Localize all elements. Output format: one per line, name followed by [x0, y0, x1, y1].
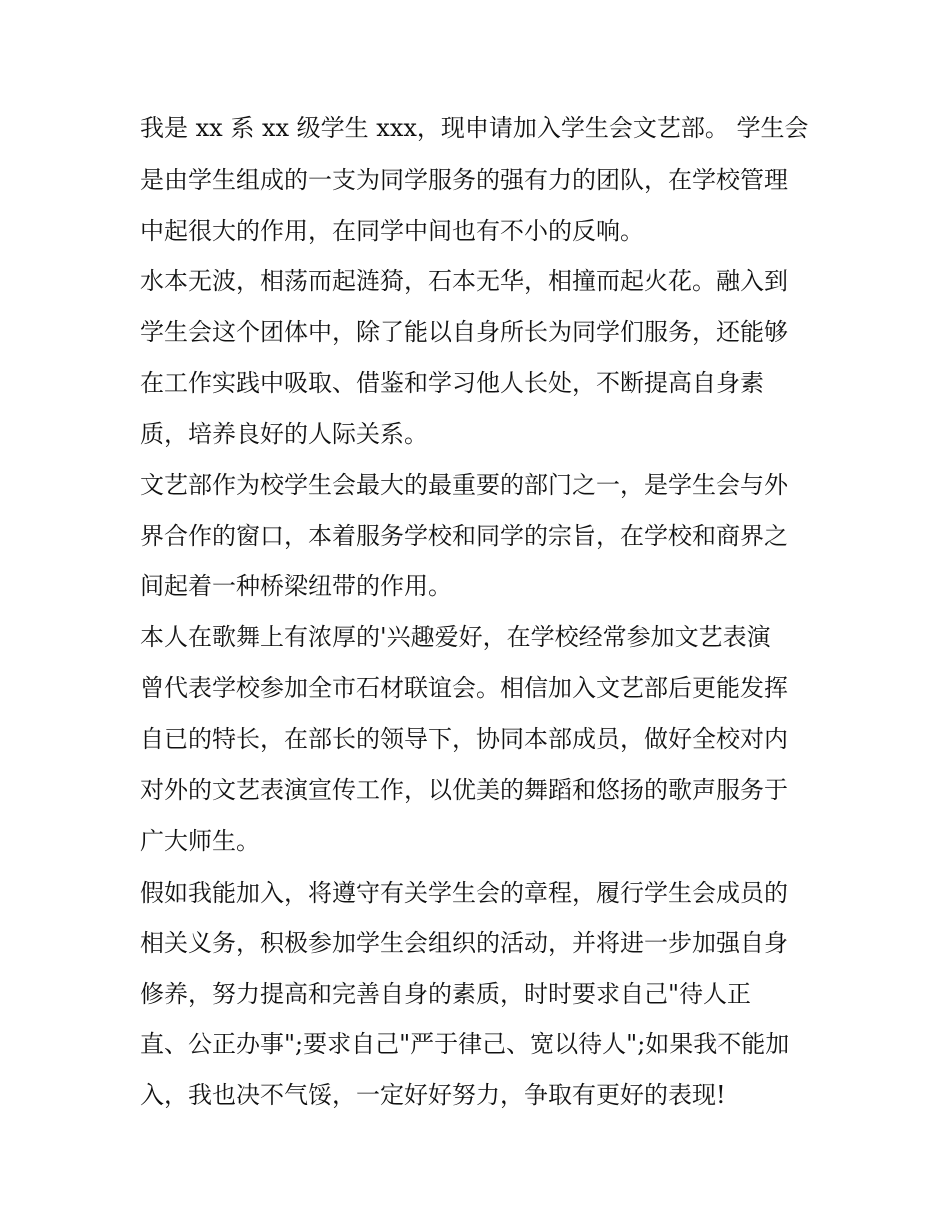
text-line: 入，我也决不气馁，一定好好努力，争取有更好的表现!: [140, 1081, 726, 1109]
text-line: 间起着一种桥梁纽带的作用。: [140, 572, 452, 600]
text-line: 修养，努力提高和完善自身的素质，时时要求自己"待人正: [140, 980, 752, 1008]
text-line: 我是 xx 系 xx 级学生 xxx，现申请加入学生会文艺部。 学生会: [140, 114, 809, 142]
text-line: 文艺部作为校学生会最大的最重要的部门之一，是学生会与外: [140, 471, 788, 499]
text-line: 曾代表学校参加全市石材联谊会。相信加入文艺部后更能发挥: [140, 674, 788, 702]
text-line: 水本无波，相荡而起涟猗，石本无华，相撞而起火花。融入到: [140, 267, 788, 295]
text-line: 中起很大的作用，在同学中间也有不小的反响。: [140, 217, 644, 245]
text-line: 质，培养良好的人际关系。: [140, 420, 428, 448]
text-line: 相关义务，积极参加学生会组织的活动，并将进一步加强自身: [140, 929, 788, 957]
text-line: 在工作实践中吸取、借鉴和学习他人长处，不断提高自身素: [140, 369, 764, 397]
text-line: 界合作的窗口，本着服务学校和同学的宗旨，在学校和商界之: [140, 522, 788, 550]
text-line: 学生会这个团体中，除了能以自身所长为同学们服务，还能够: [140, 318, 788, 346]
text-line: 本人在歌舞上有浓厚的'兴趣爱好，在学校经常参加文艺表演: [140, 623, 771, 651]
text-line: 是由学生组成的一支为同学服务的强有力的团队，在学校管理: [140, 166, 788, 194]
text-line: 广大师生。: [140, 827, 260, 855]
text-line: 对外的文艺表演宣传工作，以优美的舞蹈和悠扬的歌声服务于: [140, 776, 788, 804]
text-line: 自已的特长，在部长的领导下，协同本部成员，做好全校对内: [140, 725, 788, 753]
text-line: 直、公正办事";要求自己"严于律己、宽以待人";如果我不能加: [140, 1030, 790, 1058]
text-line: 假如我能加入，将遵守有关学生会的章程，履行学生会成员的: [140, 879, 788, 907]
